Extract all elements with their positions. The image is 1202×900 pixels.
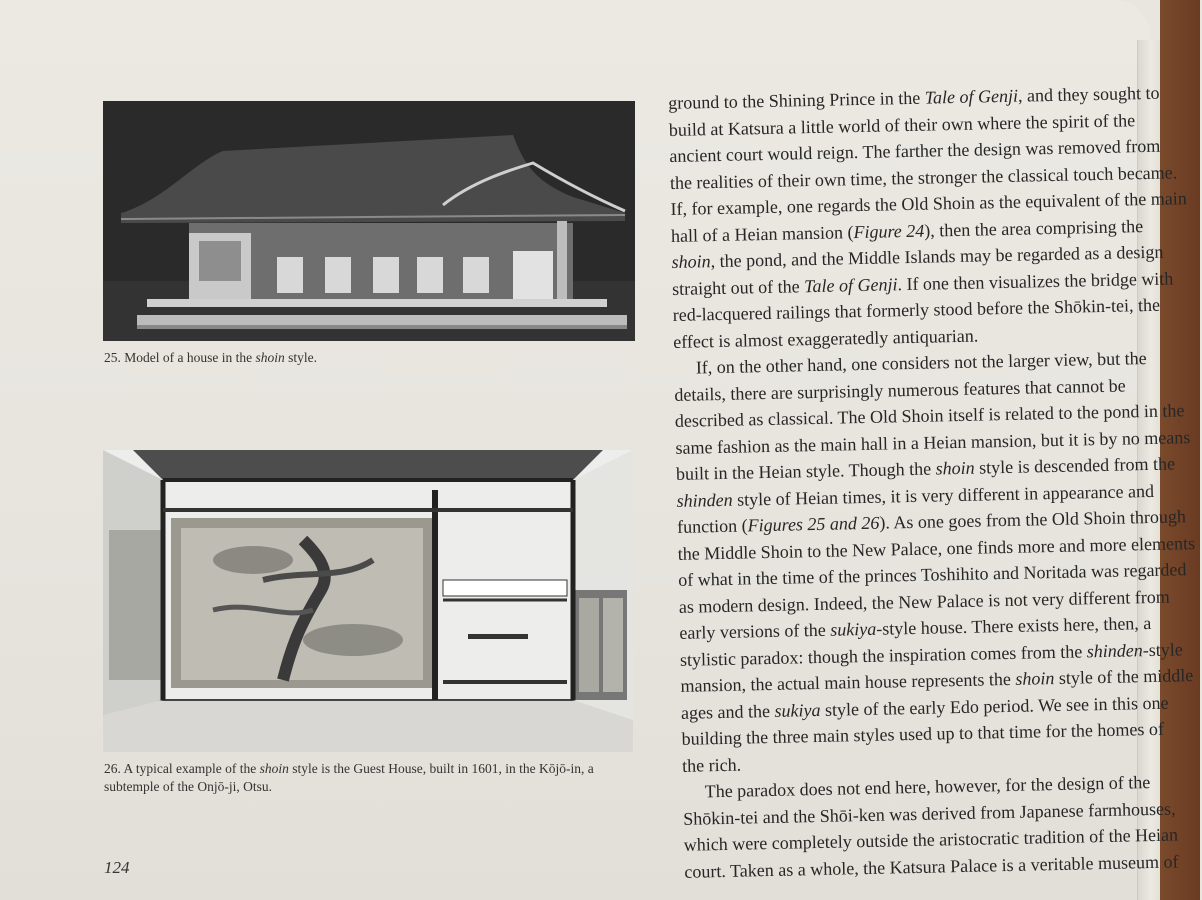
wooden-table-edge — [1160, 0, 1200, 900]
text-segment: ground to the Shining Prince in the — [668, 87, 925, 113]
text-segment: of what in the time of the princes Toshihito and Noritada was regarded — [678, 559, 1187, 590]
text-segment: build at Katsura a little world of their own where the spirit of the — [668, 109, 1136, 140]
text-segment: The paradox does not end here, however, for the design of the — [704, 772, 1151, 802]
text-segment: same fashion as the main hall in a Heian mansion, but it is by no means — [675, 426, 1191, 458]
italic-term: Tale of Genji — [803, 273, 898, 296]
text-segment: straight out of the — [671, 275, 805, 299]
caption-text: style is the Guest House, built in 1601, in the Kōjō-in, a — [288, 761, 594, 776]
text-segment: ), then the area comprising the — [924, 215, 1144, 241]
caption-text: style. — [284, 350, 317, 365]
figure-25-photo — [103, 101, 635, 341]
figure-26-photo — [103, 450, 633, 752]
text-segment: described as classical. The Old Shoin itself is related to the pond in the — [674, 400, 1185, 431]
figure-25-label: 25. — [104, 350, 121, 365]
text-segment: early versions of the — [679, 619, 831, 643]
text-segment: -style house. There exists here, then, a — [876, 612, 1152, 639]
text-segment: which were completely outside the aristocratic tradition of the Heian — [683, 824, 1179, 855]
text-segment: , the pond, and the Middle Islands may be regarded as a design — [710, 241, 1164, 272]
italic-term: shoin — [1015, 668, 1055, 689]
text-segment: style of the middle — [1054, 665, 1194, 689]
text-segment: . If one then visualizes the bridge with — [897, 267, 1174, 294]
caption-text-italic: shoin — [259, 761, 289, 776]
italic-term: Figure 24 — [853, 220, 925, 242]
italic-term: shinden — [676, 489, 733, 511]
text-segment: style of the early Edo period. We see in this one — [820, 692, 1169, 720]
text-segment: building the three main styles used up to that time for the homes of — [681, 718, 1165, 749]
italic-term: sukiya — [774, 699, 821, 721]
caption-text: subtemple of the Onjō-ji, Otsu. — [104, 779, 272, 794]
italic-term: Tale of Genji — [924, 85, 1019, 108]
text-segment: ages and the — [680, 700, 775, 723]
italic-term: sukiya — [830, 618, 877, 640]
text-segment: If, for example, one regards the Old Shoin as the equivalent of the main — [670, 188, 1187, 219]
figure-26-label: 26. — [104, 761, 121, 776]
text-segment: ). As one goes from the Old Shoin through — [879, 506, 1187, 533]
italic-term: shoin — [935, 457, 975, 479]
figure-25-caption — [104, 349, 317, 367]
text-segment: , and they sought to — [1017, 82, 1160, 106]
text-segment: details, there are surprisingly numerous features that cannot be — [674, 374, 1126, 405]
text-segment: Shōkin-tei and the Shōi-ken was derived from Japanese farmhouses, — [683, 798, 1176, 829]
figure-26-caption — [104, 760, 644, 796]
text-segment: red-lacquered railings that formerly stood before the Shōkin-tei, the — [672, 294, 1161, 325]
body-text-column — [668, 80, 1196, 885]
italic-term: shinden — [1086, 639, 1143, 661]
italic-term: shoin — [671, 251, 711, 272]
text-segment: built in the Heian style. Though the — [675, 458, 936, 484]
caption-text-italic: shoin — [255, 350, 285, 365]
text-segment: style of Heian times, it is very different in appearance and — [732, 480, 1155, 510]
text-segment: ancient court would reign. The farther the design was removed from — [669, 135, 1161, 166]
caption-text: A typical example of the — [123, 761, 260, 776]
text-segment: effect is almost exaggeratedly antiquarian. — [673, 325, 979, 352]
text-segment: the rich. — [681, 754, 742, 776]
text-segment: mansion, the actual main house represents the — [680, 668, 1016, 696]
text-segment: hall of a Heian mansion ( — [670, 221, 854, 246]
text-segment: as modern design. Indeed, the New Palace is not very different from — [678, 586, 1170, 617]
text-segment: function ( — [676, 515, 748, 537]
italic-term: Figures 25 and 26 — [747, 512, 880, 536]
text-segment: the realities of their own time, the stronger the classical touch became. — [669, 161, 1178, 193]
page-number: 124 — [104, 858, 130, 877]
text-segment: the Middle Shoin to the New Palace, one finds more and more elements — [677, 532, 1196, 564]
text-segment: style is descended from the — [974, 453, 1176, 478]
text-segment: -style — [1142, 638, 1183, 660]
text-segment: court. Taken as a whole, the Katsura Palace is a veritable museum of — [684, 850, 1179, 882]
caption-text: Model of a house in the — [124, 350, 256, 365]
text-segment: stylistic paradox: though the inspiration comes from the — [679, 640, 1087, 670]
text-segment: If, on the other hand, one considers not the larger view, but the — [695, 348, 1147, 378]
